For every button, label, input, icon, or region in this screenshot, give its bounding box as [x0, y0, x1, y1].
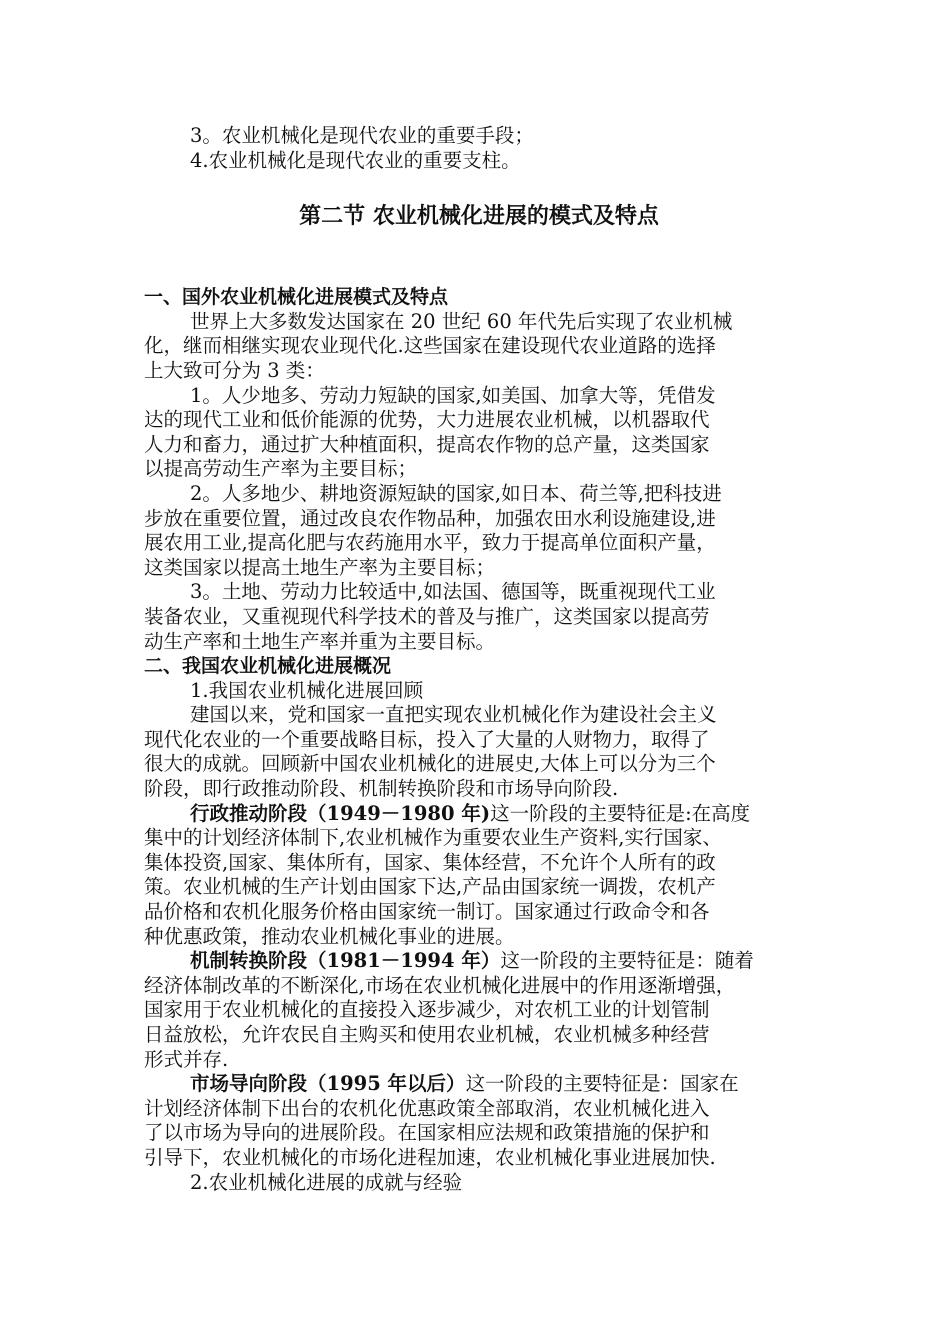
paragraph-line: 国家用于农业机械化的直接投入逐步减少，对农机工业的计划管制 [144, 998, 710, 1022]
paragraph-line: 品价格和农机化服务价格由国家统一制订。国家通过行政命令和各 [144, 900, 710, 924]
paragraph-line: 现代化农业的一个重要战略目标，投入了大量的人财物力，取得了 [144, 727, 710, 751]
stage-title: 市场导向阶段（1995 年以后） [190, 1072, 466, 1096]
stage-text: 这一阶段的主要特征是：国家在 [465, 1072, 739, 1096]
spacer [144, 234, 814, 285]
section-title: 第二节 农业机械化进展的模式及特点 [299, 204, 659, 230]
heading-part2: 二、我国农业机械化进展概况 [144, 655, 392, 678]
paragraph-line: 世界上大多数发达国家在 20 世纪 60 年代先后实现了农业机械 [190, 309, 733, 333]
stage-paragraph-start [144, 1072, 814, 1097]
paragraph-line: 很大的成就。回顾新中国农业机械化的进展史,大体上可以分为三个 [144, 752, 716, 776]
paragraph-line: 计划经济体制下出台的农机化优惠政策全部取消，农业机械化进入 [144, 1096, 710, 1120]
intro-item: 3。农业机械化是现代农业的重要手段； [190, 124, 534, 147]
paragraph-line: 上大致可分为 3 类： [144, 358, 325, 382]
paragraph-line: 步放在重要位置，通过改良农作物品种，加强农田水利设施建设,进 [144, 506, 716, 530]
stage-text: 这一阶段的主要特征是：随着 [500, 949, 754, 973]
paragraph-line: 达的现代工业和低价能源的优势，大力进展农业机械，以机器取代 [144, 408, 710, 432]
paragraph-line: 1。人少地多、劳动力短缺的国家,如美国、加拿大等，凭借发 [190, 383, 716, 407]
paragraph-line: 人力和畜力，通过扩大种植面积，提高农作物的总产量，这类国家 [144, 432, 710, 456]
subheading: 2.农业机械化进展的成就与经验 [190, 1170, 463, 1194]
paragraph-line: 集中的计划经济体制下,农业机械作为重要农业生产资料,实行国家、 [144, 826, 722, 850]
document-body [144, 124, 814, 1195]
paragraph-line: 2。人多地少、耕地资源短缺的国家,如日本、荷兰等,把科技进 [190, 481, 722, 505]
paragraph-line: 建国以来，党和国家一直把实现农业机械化作为建设社会主义 [190, 703, 717, 727]
intro-item: 4.农业机械化是现代农业的重要支柱。 [190, 148, 521, 172]
paragraph-line: 3。土地、劳动力比较适中,如法国、德国等，既重视现代工业 [190, 580, 716, 604]
paragraph-line: 日益放松，允许农民自主购买和使用农业机械，农业机械多种经营 [144, 1023, 710, 1046]
stage-text: 这一阶段的主要特征是:在高度 [490, 801, 751, 825]
paragraph-line: 以提高劳动生产率为主要目标； [144, 457, 418, 481]
paragraph-line: 经济体制改革的不断深化,市场在农业机械化进展中的作用逐渐增强， [144, 973, 736, 997]
paragraph-line: 这类国家以提高土地生产率为主要目标； [144, 555, 496, 579]
paragraph-line: 集体投资,国家、集体所有，国家、集体经营，不允许个人所有的政 [144, 850, 716, 874]
paragraph-line: 动生产率和土地生产率并重为主要目标。 [144, 629, 496, 653]
paragraph-line: 展农用工业,提高化肥与农药施用水平，致力于提高单位面积产量， [144, 531, 716, 555]
paragraph-line: 阶段，即行政推动阶段、机制转换阶段和市场导向阶段. [144, 777, 619, 801]
paragraph-line: 化，继而相继实现农业现代化.这些国家在建设现代农业道路的选择 [144, 334, 716, 358]
stage-title: 行政推动阶段（1949－1980 年) [190, 801, 491, 825]
heading-part1: 一、国外农业机械化进展模式及特点 [144, 286, 449, 309]
paragraph-line: 策。农业机械的生产计划由国家下达,产品由国家统一调拨，农机产 [144, 875, 716, 899]
subheading: 1.我国农业机械化进展回顾 [190, 678, 424, 702]
paragraph-line: 形式并存. [144, 1047, 229, 1071]
paragraph-line: 引导下，农业机械化的市场化进程加速，农业机械化事业进展加快. [144, 1145, 716, 1169]
paragraph-line: 种优惠政策，推动农业机械化事业的进展。 [144, 924, 515, 948]
paragraph-line: 了以市场为导向的进展阶段。在国家相应法规和政策措施的保护和 [144, 1121, 710, 1145]
stage-paragraph-start [144, 949, 814, 974]
stage-paragraph-start [144, 802, 814, 827]
stage-title: 机制转换阶段（1981－1994 年） [190, 949, 501, 973]
paragraph-line: 装备农业，又重视现代科学技术的普及与推广，这类国家以提高劳 [144, 604, 710, 628]
